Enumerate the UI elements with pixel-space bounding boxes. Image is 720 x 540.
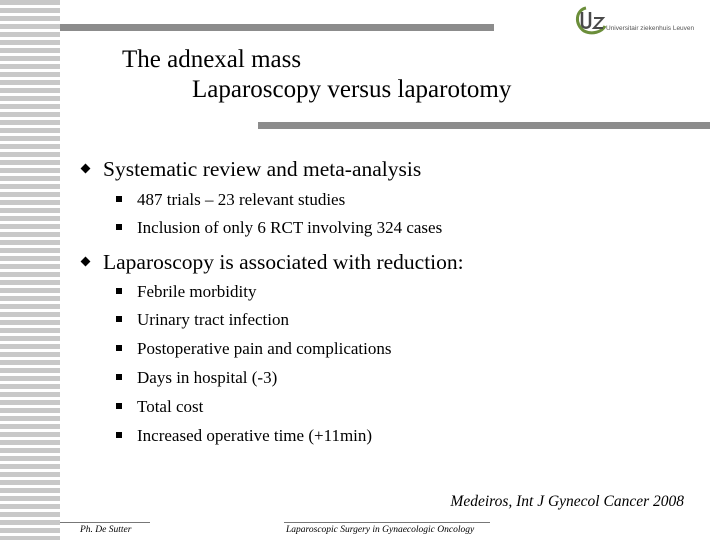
diamond-bullet-icon — [81, 163, 91, 173]
sub-bullet-item — [116, 189, 345, 211]
top-decorative-bar — [60, 24, 494, 31]
sub-bullet-text: Total cost — [137, 397, 204, 416]
bullet-text: Systematic review and meta-analysis — [103, 157, 422, 181]
logo-emblem-icon — [572, 4, 608, 36]
sub-bullet-item — [116, 217, 442, 239]
sub-bullet-item — [116, 338, 391, 360]
square-bullet-icon — [116, 224, 122, 230]
sub-bullet-text: Febrile morbidity — [137, 282, 257, 301]
sub-bullet-item — [116, 281, 256, 303]
logo-text: Universitair ziekenhuis Leuven — [606, 25, 695, 32]
slide-title-line1: The adnexal mass — [122, 46, 302, 73]
square-bullet-icon — [116, 316, 122, 322]
square-bullet-icon — [116, 288, 122, 294]
sub-bullet-item — [116, 309, 289, 331]
sub-bullet-text: Increased operative time (+11min) — [137, 426, 373, 445]
sub-bullet-text: Urinary tract infection — [137, 310, 289, 329]
square-bullet-icon — [116, 345, 122, 351]
left-striped-margin — [0, 0, 60, 540]
footer-course: Laparoscopic Surgery in Gynaecologic Oncology — [286, 525, 475, 535]
sub-bullet-text: 487 trials – 23 relevant studies — [137, 190, 346, 209]
square-bullet-icon — [116, 403, 122, 409]
square-bullet-icon — [116, 432, 122, 438]
bullet-text: Laparoscopy is associated with reduction: — [103, 250, 464, 274]
bullet-item — [82, 249, 464, 275]
sub-bullet-text: Inclusion of only 6 RCT involving 324 cases — [137, 218, 443, 237]
footer-divider — [60, 522, 150, 523]
sub-bullet-item — [116, 396, 203, 418]
slide-title-line2: Laparoscopy versus laparotomy — [192, 76, 512, 103]
footer-divider — [284, 522, 490, 523]
square-bullet-icon — [116, 374, 122, 380]
sub-bullet-text: Postoperative pain and complications — [137, 339, 392, 358]
citation: Medeiros, Int J Gynecol Cancer 2008 — [450, 493, 684, 510]
footer-author: Ph. De Sutter — [80, 525, 132, 535]
sub-bullet-item — [116, 367, 277, 389]
sub-bullet-text: Days in hospital (-3) — [137, 368, 278, 387]
square-bullet-icon — [116, 196, 122, 202]
bullet-item — [82, 156, 421, 182]
diamond-bullet-icon — [81, 256, 91, 266]
sub-bullet-item — [116, 425, 372, 447]
university-logo — [572, 4, 695, 36]
title-underline-bar — [258, 122, 710, 129]
